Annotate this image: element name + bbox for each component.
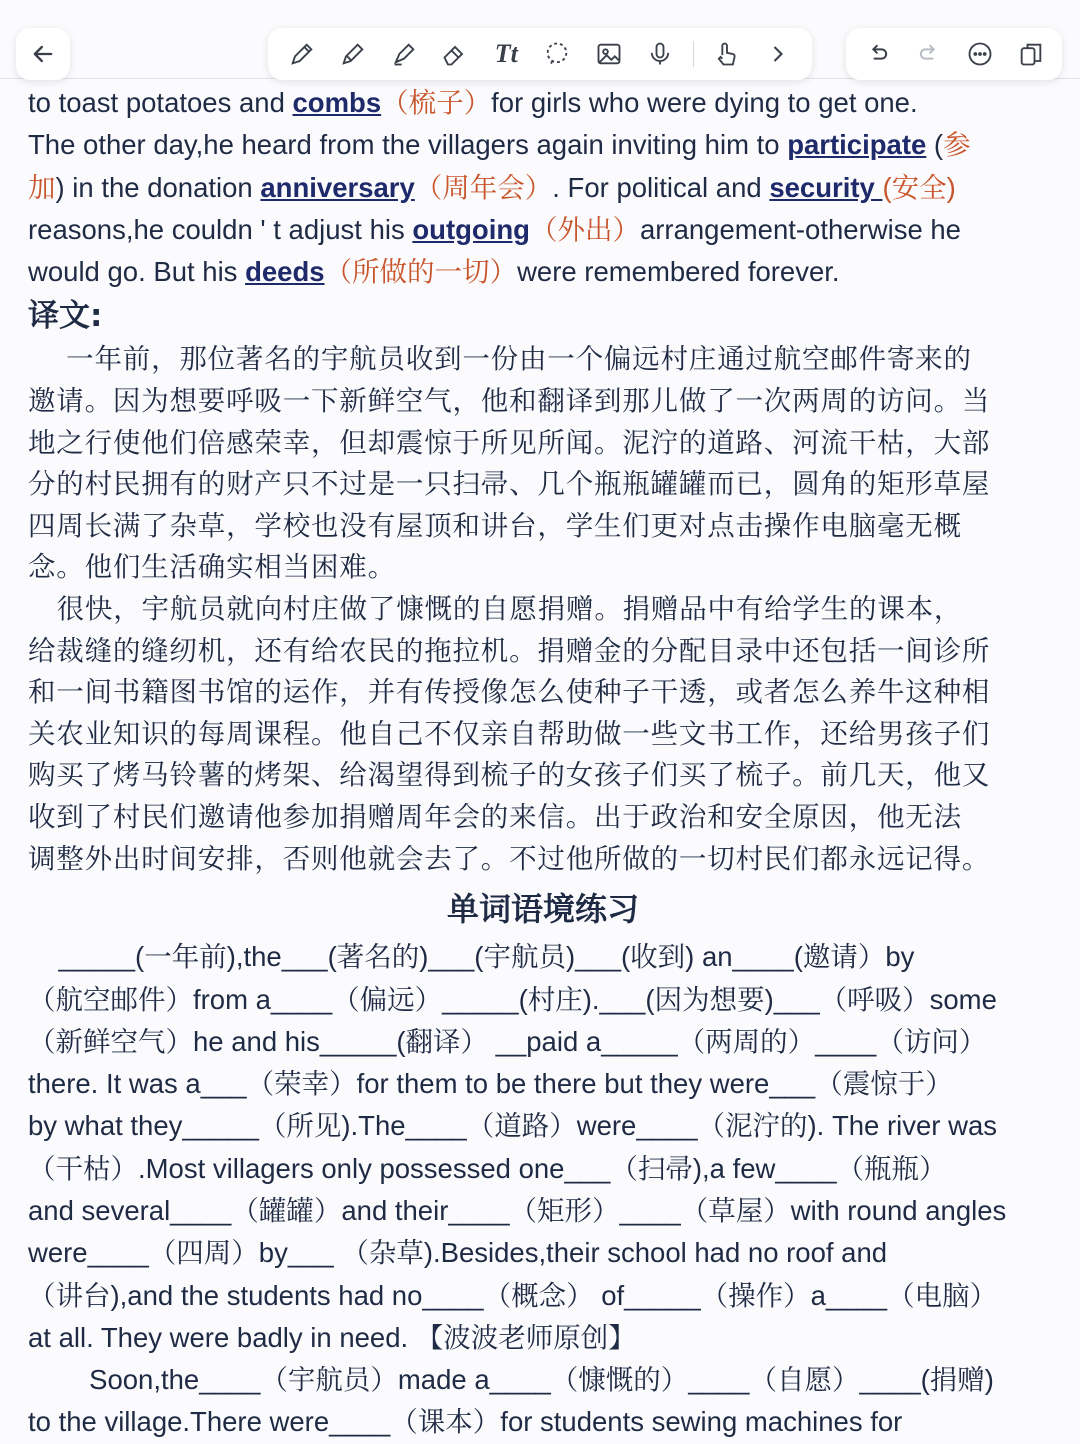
exercise-line: to the village.There were____（课本）for students sewing machines for [28,1406,903,1438]
redo-icon[interactable] [911,36,947,72]
exercise-line: _____(一年前),the___(著名的)___(宇航员)___(收到) an____(邀请）by [28,941,915,973]
translation-line: 四周长满了杂草，学校也没有屋顶和讲台，学生们更对点击操作电脑毫无概 [28,509,962,542]
translation-line: 很快，宇航员就向村庄做了慷慨的自愿捐赠。捐赠品中有给学生的课本， [28,593,963,626]
pen-alt-icon[interactable] [335,36,371,72]
translation-line: 一年前，那位著名的宇航员收到一份由一个偏远村庄通过航空邮件寄来的 [28,343,972,376]
image-icon[interactable] [591,36,627,72]
keyword: combs [292,87,382,118]
chinese-gloss: 参 [943,129,971,161]
passage-text: were remembered forever. [517,256,840,288]
keyword: outgoing [412,213,530,245]
passage-text: reasons,he couldn ' t adjust his [28,213,413,245]
lasso-icon[interactable] [539,36,575,72]
passage-text: The other day,he heard from the villagers again inviting him to [28,129,788,161]
keyword: deeds [245,256,325,288]
exercise-line: and several____（罐罐）and their____（矩形）____（草屋）with round angles [28,1194,1007,1226]
exercise-title: 单词语境练习 [446,890,639,929]
chinese-gloss: （所做的一切） [324,256,518,288]
note-content [28,82,1058,1444]
chinese-gloss: 加 [28,171,56,203]
chinese-gloss: (安全) [882,171,956,203]
more-icon[interactable] [962,36,998,72]
passage-text: arrangement-otherwise he [639,213,961,245]
passage-line [28,167,1058,209]
chinese-gloss: （梳子） [381,87,492,118]
exercise-line: （讲台),and the students had no____（概念） of_____（操作）a____（电脑） [28,1279,998,1311]
passage-text: ) in the donation [55,171,261,203]
tool-palette [268,28,812,80]
text-tool-icon[interactable]: Tt [494,39,518,68]
back-button[interactable] [16,28,70,80]
exercise-line: （航空邮件）from a____（偏远）_____(村庄).___(因为想要)___（呼吸）some [28,983,997,1015]
exercise-line: （干枯）.Most villagers only possessed one___（扫帚),a few____（瓶瓶） [28,1152,947,1184]
exercise-line: by what they_____（所见).The____（道路）were____（泥泞的). The river was [28,1110,997,1142]
back-arrow-icon [25,36,61,72]
translation-line: 念。他们生活确实相当困难。 [28,551,396,584]
translation-line: 地之行使他们倍感荣幸，但却震惊于所见所闻。泥泞的道路、河流干枯，大部 [28,426,991,459]
exercise-line: at all. They were badly in need. 【波波老师原创】 [28,1321,636,1353]
chinese-gloss: （外出） [529,213,640,245]
translation-line: 购买了烤马铃薯的烤架、给渴望得到梳子的女孩子们买了梳子。前几天，他又 [28,759,991,792]
passage-text: for girls who were dying to get one. [491,87,918,118]
exercise-line: there. It was a___（荣幸）for them to be there but they were___（震惊于） [28,1068,953,1100]
eraser-icon[interactable] [437,36,473,72]
passage-line [28,124,1058,166]
passage-line [28,209,1058,251]
passage-line [28,251,1058,293]
translation-heading: 译文: [28,298,103,335]
passage-text: . For political and [552,171,770,203]
hand-touch-icon[interactable] [709,36,745,72]
passage-text: ( [926,129,944,161]
action-bar [846,28,1062,80]
translation-line: 收到了村民们邀请他参加捐赠周年会的来信。出于政治和安全原因，他无法 [28,801,962,834]
translation-body [28,339,1058,880]
passage-text: would go. But his [28,256,246,288]
keyword: security [769,171,883,203]
undo-icon[interactable] [860,36,896,72]
keyword: anniversary [260,171,415,203]
toolbar-separator [693,41,694,67]
translation-line: 调整外出时间安排，否则他就会去了。不过他所做的一切村民们都永远记得。 [28,842,991,875]
keyword: participate [787,129,927,161]
chinese-gloss: （周年会） [414,171,553,203]
microphone-icon[interactable] [642,36,678,72]
translation-line: 和一间书籍图书馆的运作，并有传授像怎么使种子干透，或者怎么养牛这种相 [28,676,991,709]
exercise-line: were____（四周）by___ （杂草).Besides,their school had no roof and [28,1237,888,1269]
pen-icon[interactable] [284,36,320,72]
exercise-line: （新鲜空气）he and his_____(翻译） __paid a_____（两周的）____（访问） [28,1025,987,1057]
translation-line: 邀请。因为想要呼吸一下新鲜空气，他和翻译到那儿做了一次两周的访问。当 [28,385,991,418]
highlighter-icon[interactable] [386,36,422,72]
passage-line [28,82,1058,124]
chevron-right-icon[interactable] [760,36,796,72]
translation-line: 分的村民拥有的财产只不过是一只扫帚、几个瓶瓶罐罐而已，圆角的矩形草屋 [28,468,991,501]
translation-line: 关农业知识的每周课程。他自己不仅亲自帮助做一些文书工作，还给男孩子们 [28,717,991,750]
exercise-body [28,936,1058,1444]
pages-icon[interactable] [1013,36,1049,72]
exercise-line: Soon,the____（宇航员）made a____（慷慨的）____（自愿）____(捐赠) [28,1364,994,1396]
passage-text: to toast potatoes and [28,87,293,118]
translation-line: 给裁缝的缝纫机，还有给农民的拖拉机。捐赠金的分配目录中还包括一间诊所 [28,634,991,667]
